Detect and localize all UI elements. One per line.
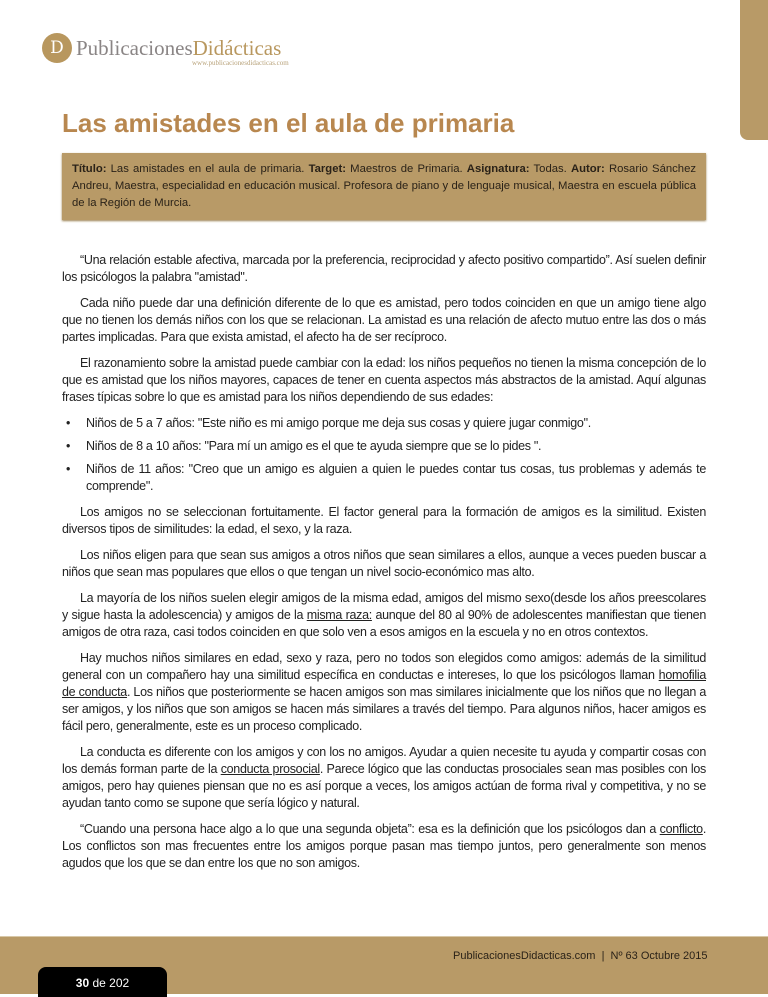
age-list <box>62 415 706 495</box>
logo-text <box>76 35 282 60</box>
paragraph: Cada niño puede dar una definición diferente de lo que es amistad, pero todos coinciden en que un amigo tiene algo que no tienen los demás niños con los que se relacionan. La amistad es una relación de afecto mutuo entre las dos o más partes implicadas. Para que exista amistad, el afecto ha de ser recíproco. <box>62 296 706 344</box>
text: aunque del 80 al 90% de adolescentes manifiestan que tienen amigos de otra raza, casi todos coinciden en que solo ven a esos amigos en la escuela y no en otros contextos. <box>62 608 706 639</box>
paragraph: “Una relación estable afectiva, marcada por la preferencia, reciprocidad y afecto positivo compartido”. Así suelen definir los psicólogos la palabra "amistad". <box>62 253 706 284</box>
label-target: Target: <box>308 163 347 175</box>
logo-name-b: Didácticas <box>192 35 282 60</box>
label-titulo: Título: <box>72 163 107 175</box>
label-autor: Autor: <box>570 163 605 175</box>
link-misma-raza[interactable]: misma raza: <box>306 608 372 622</box>
paragraph: Los niños eligen para que sean sus amigos a otros niños que sean similares a ellos, aunque a veces pueden buscar a niños que sean mas populares que ellos o que tengan un nivel socio-económico mas alto. <box>62 548 706 579</box>
paragraph: Los amigos no se seleccionan fortuitamente. El factor general para la formación de amigos es la similitud. Existen diversos tipos de similitudes: la edad, el sexo, y la raza. <box>62 505 706 536</box>
label-asignatura: Asignatura: <box>466 163 530 175</box>
text: Hay muchos niños similares en edad, sexo y raza, pero no todos son elegidos como amigos: además de la similitud general con un compañero hay una similitud específica en conductas e intereses, lo que los psicólogos llaman <box>62 651 706 682</box>
paragraph <box>62 590 706 641</box>
paragraph <box>62 821 706 872</box>
text: . Los conflictos son mas frecuentes entre los amigos porque pasan mas tiempo juntos, pero generalmente son menos agudos que los que se dan entre los que no son amigos. <box>62 822 706 870</box>
link-homofilia[interactable]: homofilia de conducta <box>62 668 706 699</box>
side-tab <box>740 0 768 140</box>
link-conducta-prosocial[interactable]: conducta prosocial <box>220 762 320 776</box>
logo <box>42 33 289 67</box>
value-asignatura: Todas. <box>529 163 571 175</box>
list-item: • Niños de 5 a 7 años: "Este niño es mi amigo porque me deja sus cosas y quiere jugar conmigo". <box>62 415 706 432</box>
footer-publication: PublicacionesDidacticas.com | Nº 63 Octubre 2015 <box>453 950 708 962</box>
list-item: • Niños de 8 a 10 años: "Para mí un amigo es el que te ayuda siempre que se lo pides ". <box>62 438 706 455</box>
article-title: Las amistades en el aula de primaria <box>62 108 515 138</box>
list-item: • Niños de 11 años: "Creo que un amigo es alguien a quien le puedes contar tus cosas, tus problemas y además te comprende". <box>62 461 706 495</box>
page-total: de 202 <box>89 976 130 990</box>
value-titulo: Las amistades en el aula de primaria. <box>106 163 309 175</box>
link-conflicto[interactable]: conflicto <box>659 822 703 836</box>
text: “Cuando una persona hace algo a lo que una segunda objeta”: esa es la definición que los psicólogos dan a <box>80 822 660 836</box>
value-target: Maestros de Primaria. <box>346 163 467 175</box>
article-body <box>62 252 706 881</box>
logo-mark-icon: D <box>42 33 72 63</box>
logo-name-a: Publicaciones <box>76 35 193 60</box>
value-autor: Rosario Sánchez Andreu, Maestra, especialidad en educación musical. Profesora de piano y de lenguaje musical, Maestra en escuela pública de la Región de Murcia. <box>72 163 696 209</box>
article-info-box <box>62 153 706 220</box>
text: La conducta es diferente con los amigos y con los no amigos. Ayudar a quien necesite tu ayuda y compartir cosas con los demás forman parte de la <box>62 745 706 776</box>
text: . Parece lógico que las conductas prosociales sean mas posibles con los amigos, pero hay quienes piensan que no es así porque a veces, los amigos actúan de forma rival y competitiva, y no se ayudan tanto como se supone que sería lógico y natural. <box>62 762 706 810</box>
paragraph <box>62 650 706 735</box>
page-current: 30 <box>75 976 90 990</box>
paragraph <box>62 744 706 812</box>
logo-url: www.publicacionesdidacticas.com <box>192 59 289 67</box>
text: . Los niños que posteriormente se hacen amigos son mas similares inicialmente que los niños que no llegan a ser amigos, y los niños que son amigos se hacen más similares a través del tiempo. Para algunos niños, hacer amigos es fácil pero, generalmente, este es un proceso complicado. <box>62 685 706 733</box>
page-number <box>38 967 167 997</box>
text: La mayoría de los niños suelen elegir amigos de la misma edad, amigos del mismo sexo(desde los años preescolares y sigue hasta la adolescencia) y amigos de la <box>62 591 706 622</box>
paragraph: El razonamiento sobre la amistad puede cambiar con la edad: los niños pequeños no tienen la misma concepción de lo que es amistad que los niños mayores, capaces de tener en cuenta aspectos más abstractos de la amistad. Aquí algunas frases típicas sobre lo que es amistad para los niños dependiendo de sus edades: <box>62 356 706 404</box>
